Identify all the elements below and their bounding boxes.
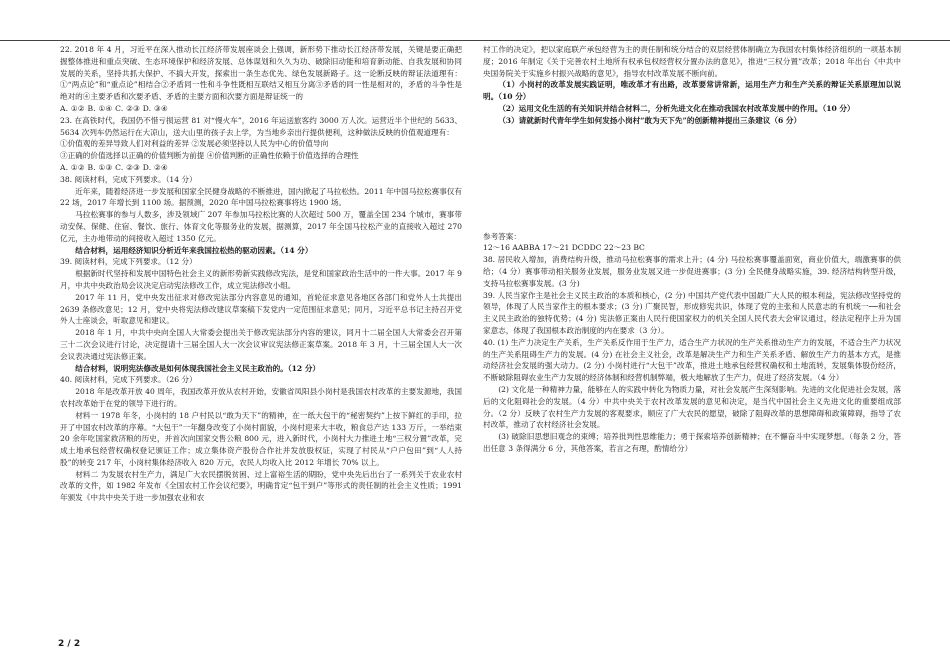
q23-stem: 23. 在高铁时代，我国仍不惜亏损运营 81 对“慢火车”，2016 年运送旅客约 3000 万人次。运营近半个世纪的 5633、5634 次列车仍然运行在大凉山，送大山里的孩子去上学，为当地乡亲出行提供便利，这种做法反映的价值观道理有： xyxy=(60,115,462,137)
q40-material-2-cont: 村工作的决定》，把以家庭联产承包经营为主的责任制和统分结合的双层经营体制确立为我国农村集体经济组织的一项基本制度；2016 年制定《关于完善农村土地所有权承包权经营权分置办法的意见》，推进“三权分置”改革；2018 年出台《中共中央国务院关于实施乡村振兴战略的意见》，指导农村改革发展不断向前。 xyxy=(483,45,901,78)
q40-title: 40. 阅读材料，完成下列要求。（26 分） xyxy=(60,375,197,385)
q38-material-2: 马拉松赛事的参与人数多，涉及领域广 207 年参加马拉松比赛的人次超过 500 万，覆盖全国 234 个城市，赛事带动安保、保健、住宿、餐饮、旅行、体育文化等服务业的发展，据测算，2017 年全国马拉松产业的直接收入超过 270 亿元，主办地带动的间接收入超过 1350 亿元。 xyxy=(60,210,462,243)
header-rule xyxy=(0,40,950,41)
answer-choices: 12～16 AABBA 17～21 DCDDC 22～23 BC xyxy=(483,243,645,253)
left-column xyxy=(60,44,462,504)
q38-material-1: 近年来，随着经济进一步发展和国家全民健身战略的不断推进，国内掀起了马拉松热。2011 年中国马拉松赛事仅有 22 场，2017 年增长到 1100 场。据预测，2020 年中国马拉松赛事将达 1900 场。 xyxy=(60,186,462,208)
answer-39: 39. 人民当家作主是社会主义民主政治的本质和核心，(2 分) 中国共产党代表中国最广大人民的根本利益，宪法修改坚持党的领导，体现了人民当家作主的根本要求；(3 分) 广聚民智，形成修宪共识，体现了党的主张和人民意志的有机统一──和社会主义民主政治的独特优势；(4 分) 宪法修正案由人民行使国家权力的机关全国人民代表大会审议通过，经法定程序上升为国家意志，体现了我国根本政治制度的内在要求（3 分）。 xyxy=(483,290,901,335)
answer-heading: 参考答案： xyxy=(483,231,521,241)
q39-material-1: 根据新时代坚持和发展中国特色社会主义的新形势新实践修改宪法，是党和国家政治生活中的一件大事。2017 年 9 月，中共中央政治局会议决定启动宪法修改工作，成立宪法修改小组。 xyxy=(60,269,462,290)
q22-options: A. ①② B. ①④ C. ②③ D. ③④ xyxy=(60,103,169,113)
q38-question: 结合材料，运用经济知识分析近年来我国拉松热的驱动因素。（14 分） xyxy=(75,245,313,255)
q23-items-1: ①价值观的差异导致人们对利益的差异 ②发展必须坚持以人民为中心的价值导向 xyxy=(60,139,329,149)
blank-space xyxy=(483,127,901,231)
q40-question-3: （3）请就新时代青年学生如何发扬小岗村“敢为天下先”的创新精神提出三条建议（6 分） xyxy=(498,115,802,125)
answer-40-3: (3) 破除旧思想旧观念的束缚；培养批判性思维能力；勇于探索培养创新精神；在不懈奋斗中实现梦想。（每条 2 分，答出任意 3 条得满分 6 分，其他答案，若言之有理，酌情给分） xyxy=(483,432,901,453)
q39-material-3: 2018 年 1 月，中共中央向全国人大常委会提出关于修改宪法部分内容的建议，同月十二届全国人大常委会召开第三十二次会议进行讨论，决定提请十三届全国人大一次会议审议宪法修正案草案。2018 年 3 月，十三届全国人大一次会议表决通过宪法修正案。 xyxy=(60,328,462,361)
page-number: 2 / 2 xyxy=(58,639,81,649)
q40-material-1: 材料一 1978 年冬，小岗村的 18 户村民以“敢为天下”的精神，在一纸大包干的“秘密契约”上按下鲜红的手印，拉开了中国农村改革的序幕。“大包干”一年翻身改变了小岗村面貌，小岗村迎来大丰收，粮食总产达 133 万斤，一举结束 20 余年吃国家救济粮的历史，并首次向国家交售公粮 800 元，进入新时代，小岗村大力推进土地“三权分置”改革，完成土地承包经营权确权登记颁证工作；成立集体资产股份合作社并发放股权证，实现了村民从“户户包田”到“人人持股”的转变 217 年，小岗村集体经济收入 820 万元，农民人均收入比 2012 年增长 70% 以上。 xyxy=(60,410,462,467)
answer-40-2: (2) 文化是一种精神力量，能够在人的实践中转化为物质力量，对社会发展产生深刻影响。先进的文化促进社会发展，落后的文化阻碍社会的发展。（4 分）中共中央关于农村改革发展的意见和决定，是当代中国社会主义先进文化的重要组成部分。（2 分）反映了农村生产力发展的客观要求，顺应了广大农民的愿望，破除了阻碍改革的思想障碍和政策障碍，指导了农村改革，推动了农村经济社会发展。 xyxy=(483,384,901,430)
q40-intro: 2018 年是改革开放 40 周年，我国改革开放从农村开始，安徽省凤阳县小岗村是我国农村改革的主要发源地，我国农村改革始于在党的领导下进行的。 xyxy=(60,387,462,408)
q23-items-2: ③正确的价值选择以正确的价值判断为前提 ④价值判断的正确性依赖于价值选择的合理性 xyxy=(60,151,359,161)
q23-options: A. ①② B. ①③ C. ②③ D. ②④ xyxy=(60,162,169,172)
q40-question-2: （2）运用文化生活的有关知识并结合材料二，分析先进文化在推动我国农村改革发展中的作用。（10 分） xyxy=(498,103,855,113)
q39-material-2: 2017 年 11 月，党中央发出征求对修改宪法部分内容意见的通知，首轮征求意见各地区各部门和党外人士共提出 2639 条修改意见；12 月，党中央将宪法修改建议草案稿下发党内一定范围征求意见；同月，习近平总书记主持召开党外人士座谈会，听取意见和建议。 xyxy=(60,292,462,326)
q38-title: 38. 阅读材料，完成下列要求。（14 分） xyxy=(60,174,197,184)
q40-material-2: 材料二 为发展农村生产力，满足广大农民摆脱贫困、过上富裕生活的期盼，党中央先后出台了一系列关于农业农村改革的文件，如 1982 年发布《全国农村工作会议纪要》，明确肯定“包干到户”等形式的责任制的社会主义性质；1991 年颁发《中共中央关于进一步加强农业和农 xyxy=(60,469,462,503)
right-column xyxy=(483,44,901,455)
q39-title: 39. 阅读材料，完成下列要求。（12 分） xyxy=(60,257,197,267)
q40-question-1: （1）小岗村的改革发展实践证明，唯改革才有出路，改革要常讲常新，运用生产力和生产关系的辩证关系原理加以说明。（10 分） xyxy=(483,80,901,102)
answer-38: 38. 居民收入增加，消费结构升级，推动马拉松赛事的需求上升；(4 分) 马拉松赛事覆盖面宽，商业价值大，端激赛事的供给；（4 分）赛事带动相关服务业发展，服务业发展又进一步促进赛事；(3 分) 全民健身战略实施，39. 经济结构转型升级，支持马拉松赛事发展。(3 分) xyxy=(483,255,901,288)
q39-question: 结合材料，说明宪法修改是如何体现我国社会主义民主政治的。（12 分） xyxy=(75,363,321,373)
q22-stem: 22. 2018 年 4 月，习近平在深入推动长江经济带发展座谈会上强调，新形势下推动长江经济带发展，关键是要正确把握整体推进和重点突破、生态环境保护和经济发展、总体谋划和久久为功、破除旧动能和培育新动能、自我发展和协同发展的关系，坚持共抓大保护、不搞大开发，探索出一条生态优先、绿色发展新路子。这一论断反映的辩证法道理有：①“两点论”和“重点论”相结合②矛盾同一性和斗争性既相互联结又相互分离③矛盾的同一性是相对的，矛盾的斗争性是绝对的④主要矛盾和次要矛盾、矛盾的主要方面和次要方面是辩证统一的 xyxy=(60,45,462,102)
answer-40-1: 40. (1) 生产力决定生产关系，生产关系反作用于生产力，适合生产力状况的生产关系推动生产力的发展，不适合生产力状况的生产关系阻碍生产力的发展。(4 分) 在社会主义社会，改革是解决生产力和生产关系矛盾、解放生产力的基本方式，是推动经济社会发展的强大动力。(2 分) 小岗村进行“大包干”改革，推进土地承包经营权确权和土地流转，发展集体股份经济，不断破除阻碍农业生产力发展的经济体制和经营机制弊端，极大地解放了生产力，促进了经济发展。（4 分） xyxy=(483,337,901,383)
